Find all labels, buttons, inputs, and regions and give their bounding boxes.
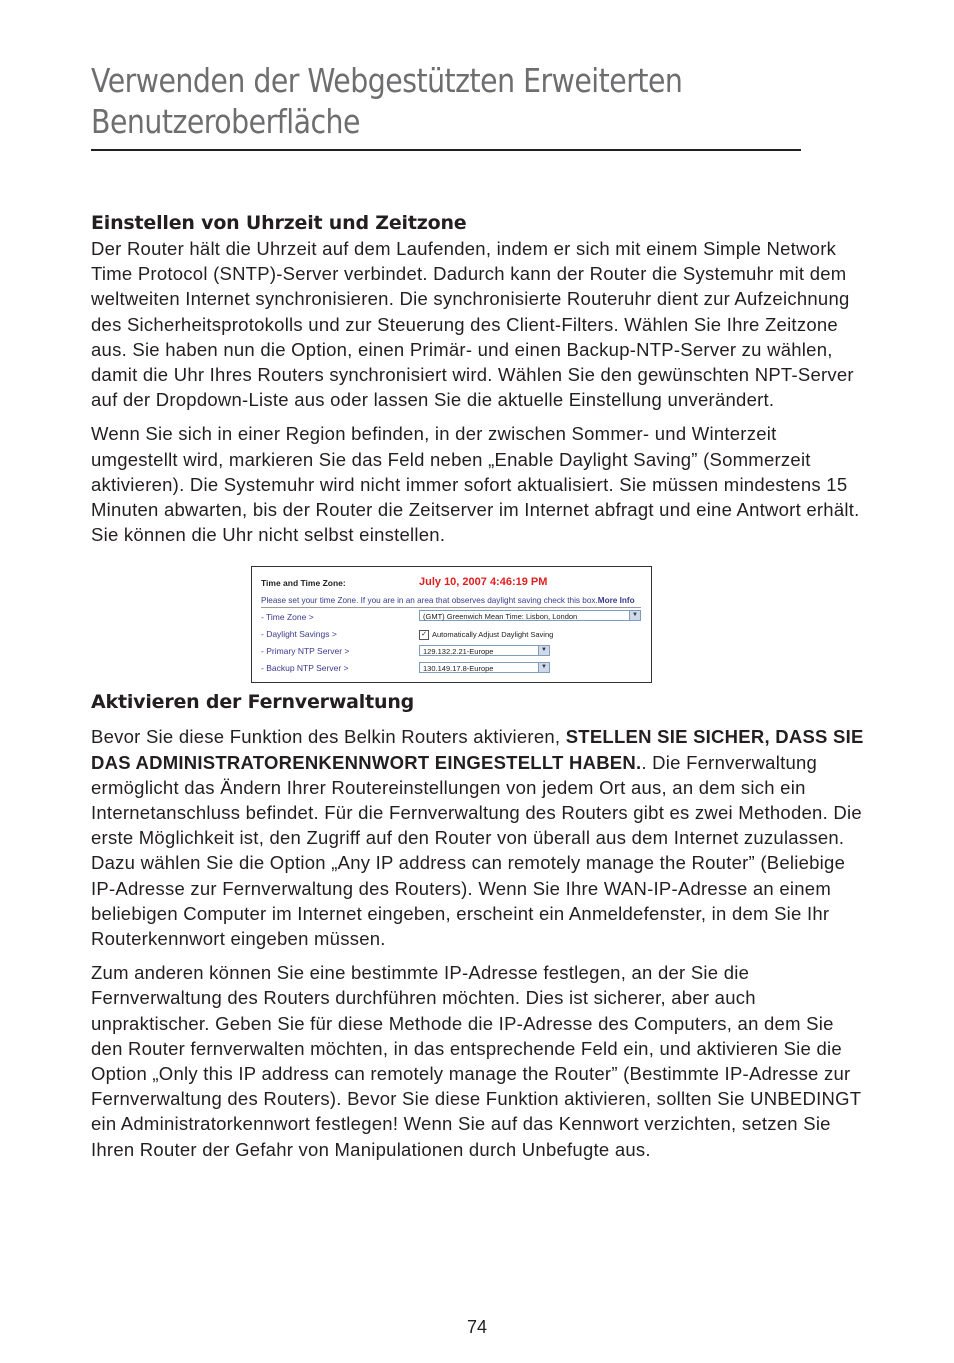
remote-paragraph-2: Zum anderen können Sie eine bestimmte IP-Adresse festlegen, an der Sie die Fernverwaltung des Routers durchführen möchten. Dies ist sicherer, aber auch unpraktischer. Geben Sie für diese Methode die IP-Adresse des Computers, an dem Sie den Router fernverwalten möchten, in das entsprechende Feld ein, und aktivieren Sie die Option „Only this IP address can remotely manage the Router” (Bestimmte IP-Adresse zur Fernverwaltung des Routers). Bevor Sie diese Funktion aktivieren, sollten Sie UNBEDINGT ein Administratorkennwort festlegen! Wenn Sie auf das Kennwort verzichten, setzen Sie Ihren Router der Gefahr von Manipulationen durch Unbefugte aus. <box>91 962 861 1160</box>
chevron-down-icon: ▼ <box>538 663 549 672</box>
remote-paragraph-1 <box>91 724 866 951</box>
time-zone-screenshot <box>251 566 652 683</box>
primary-ntp-select[interactable] <box>419 645 550 656</box>
remote-paragraph-1-warning: STELLEN SIE SICHER, DASS SIE DAS ADMINISTRATORENKENNWORT EINGESTELLT HABEN. <box>91 726 864 773</box>
chevron-down-icon: ▼ <box>629 611 640 620</box>
page-number: 74 <box>466 1317 488 1337</box>
screenshot-note <box>261 596 635 605</box>
title-divider <box>91 149 801 151</box>
section-heading-remote: Aktivieren der Fernverwaltung <box>91 691 415 714</box>
daylight-label: - Daylight Savings > <box>261 629 337 640</box>
screenshot-header: Time and Time Zone: <box>261 578 346 589</box>
page-title-line2: Benutzeroberfläche <box>91 102 360 141</box>
time-zone-label: - Time Zone > <box>261 612 314 623</box>
backup-ntp-select[interactable] <box>419 662 550 673</box>
screenshot-divider <box>261 607 641 608</box>
page-title-line1: Verwenden der Webgestützten Erweiterten <box>91 61 683 100</box>
backup-ntp-value: 130.149.17.8-Europe <box>423 664 494 674</box>
remote-paragraph-1-rest: . Die Fernverwaltung ermöglicht das Ändern Ihrer Routereinstellungen von jedem Ort aus, an dem sich ein Internetanschluss befindet. Für die Fernverwaltung des Routers gibt es zwei Methoden. Die erste Möglichkeit ist, den Zugriff auf den Router von überall aus dem Internet zuzulassen. Dazu wählen Sie die Option „Any IP address can remotely manage the Router” (Beliebige IP-Adresse zur Fernverwaltung des Routers). Wenn Sie Ihre WAN-IP-Adresse an einem beliebigen Computer im Internet eingeben, erscheint ein Anmeldefenster, in dem Sie Ihr Routerkennwort eingeben müssen. <box>91 751 862 950</box>
page-title <box>91 60 710 142</box>
primary-ntp-label: - Primary NTP Server > <box>261 646 350 657</box>
screenshot-clock: July 10, 2007 4:46:19 PM <box>419 576 548 589</box>
page-content <box>91 210 866 1162</box>
time-zone-select[interactable] <box>419 610 641 621</box>
section-heading-time: Einstellen von Uhrzeit und Zeitzone <box>91 212 467 234</box>
primary-ntp-value: 129.132.2.21-Europe <box>423 647 494 657</box>
time-zone-value: (GMT) Greenwich Mean Time: Lisbon, London <box>423 612 578 622</box>
time-paragraph-1: Der Router hält die Uhrzeit auf dem Laufenden, indem er sich mit einem Simple Network Time Protocol (SNTP)-Server verbindet. Dadurch kann der Router die Systemuhr mit dem weltweiten Internet synchronisieren. Die synchronisierte Routeruhr dient zur Aufzeichnung des Sicherheitsprotokolls und zur Steuerung des Client-Filters. Wählen Sie Ihre Zeitzone aus. Sie haben nun die Option, einen Primär- und einen Backup-NTP-Server zu wählen, damit die Uhr Ihres Routers synchronisiert wird. Wählen Sie den gewünschten NPT-Server auf der Dropdown-Liste aus oder lassen Sie die aktuelle Einstellung unverändert. <box>91 238 854 411</box>
backup-ntp-label: - Backup NTP Server > <box>261 663 349 674</box>
time-paragraph-2: Wenn Sie sich in einer Region befinden, in der zwischen Sommer- und Winterzeit umgestellt wird, markieren Sie das Feld neben „Enable Daylight Saving” (Sommerzeit aktivieren). Die Systemuhr wird nicht immer sofort aktualisiert. Sie müssen mindestens 15 Minuten abwarten, bis der Router die Zeitserver im Internet abfragt und eine Antwort erhält. Sie können die Uhr nicht selbst einstellen. <box>91 423 860 546</box>
daylight-checkbox-label: Automatically Adjust Daylight Saving <box>432 630 554 640</box>
daylight-checkbox[interactable]: ✓ <box>419 630 429 640</box>
screenshot-note-text: Please set your time Zone. If you are in an area that observes daylight saving check this box. <box>261 596 598 606</box>
more-info-link[interactable]: More Info <box>597 596 635 606</box>
chevron-down-icon: ▼ <box>538 646 549 655</box>
screenshot-container <box>91 566 866 689</box>
remote-paragraph-1-start: Bevor Sie diese Funktion des Belkin Routers aktivieren, <box>91 726 566 748</box>
